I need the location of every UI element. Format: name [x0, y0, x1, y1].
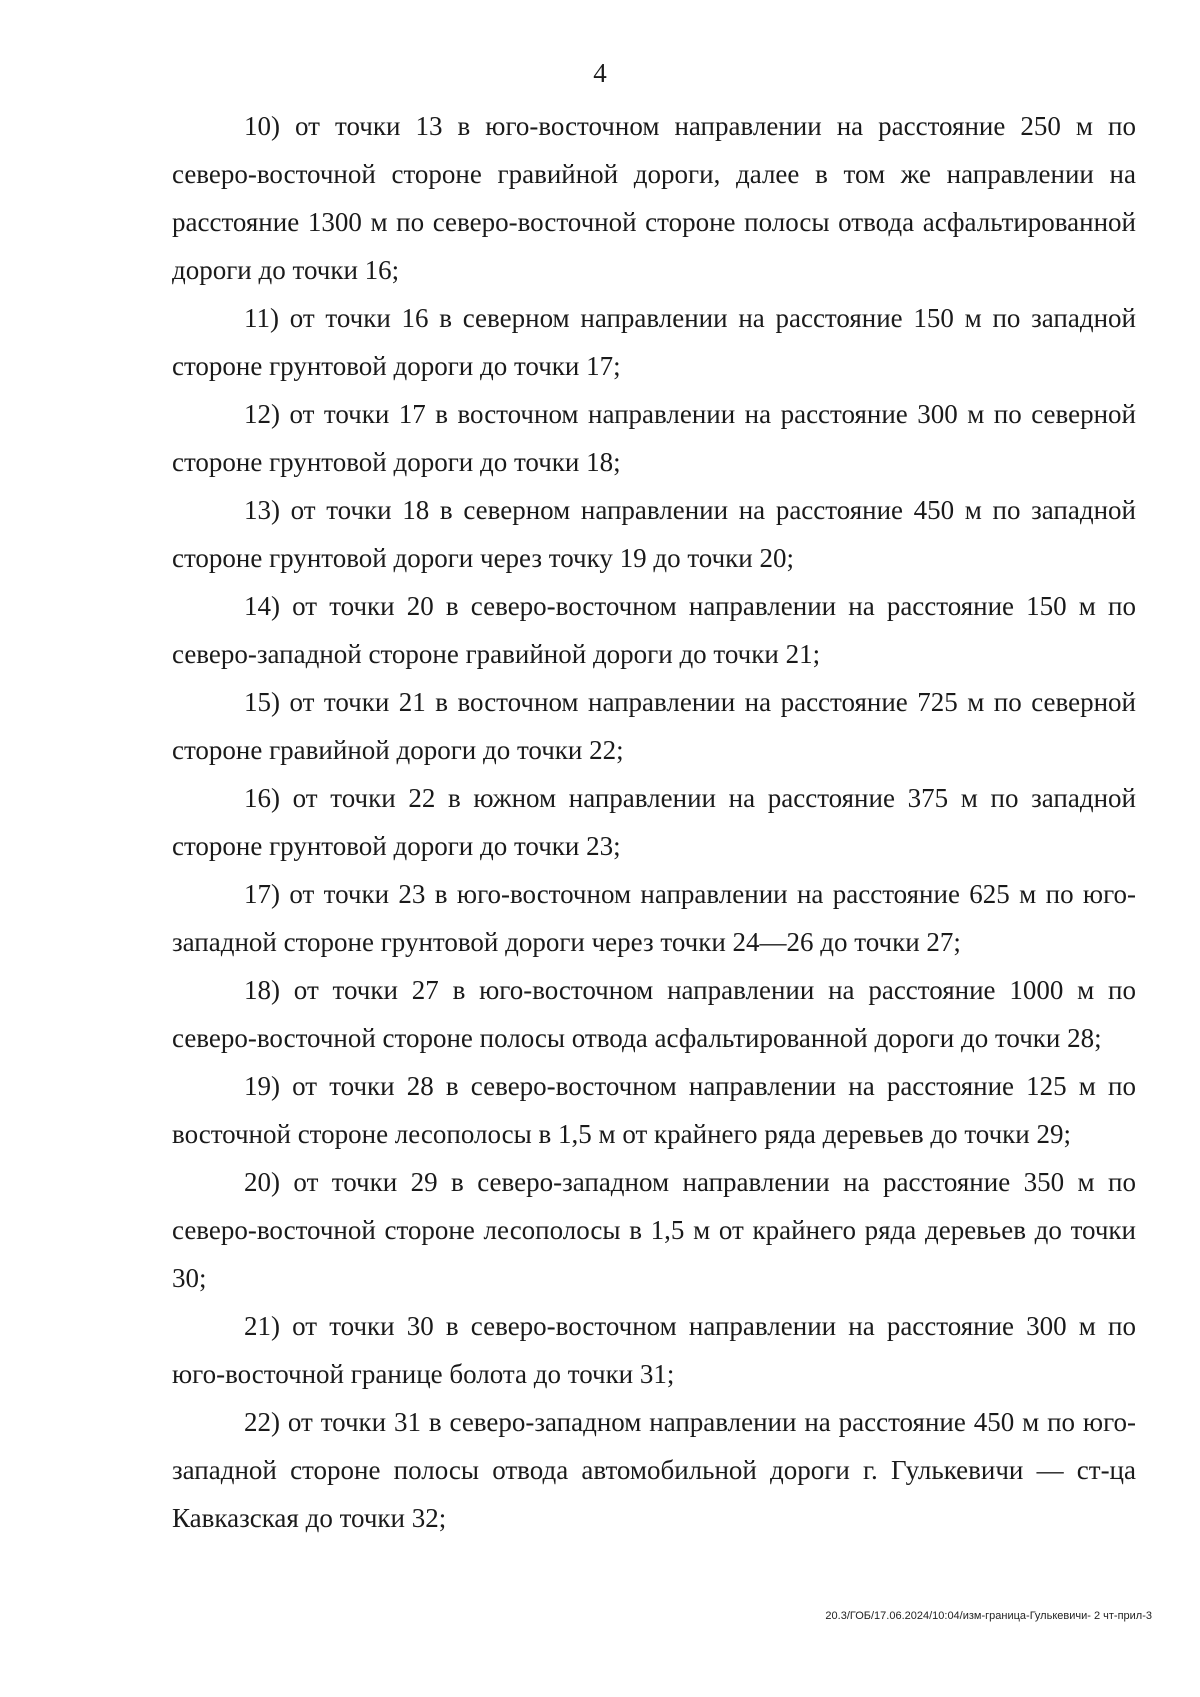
document-body	[172, 102, 1136, 1542]
paragraph-item-19: 19) от точки 28 в северо-восточном направлении на расстояние 125 м по восточной стороне лесополосы в 1,5 м от крайнего ряда деревьев до точки 29;	[172, 1071, 1136, 1149]
paragraph-item-14: 14) от точки 20 в северо-восточном направлении на расстояние 150 м по северо-западной стороне гравийной дороги до точки 21;	[172, 591, 1136, 669]
paragraph-item-21: 21) от точки 30 в северо-восточном направлении на расстояние 300 м по юго-восточной границе болота до точки 31;	[172, 1311, 1136, 1389]
paragraph-item-17: 17) от точки 23 в юго-восточном направлении на расстояние 625 м по юго-западной стороне грунтовой дороги через точки 24—26 до точки 27;	[172, 879, 1136, 957]
paragraph-item-12: 12) от точки 17 в восточном направлении на расстояние 300 м по северной стороне грунтовой дороги до точки 18;	[172, 399, 1136, 477]
paragraph-item-15: 15) от точки 21 в восточном направлении на расстояние 725 м по северной стороне гравийной дороги до точки 22;	[172, 687, 1136, 765]
paragraph-item-10: 10) от точки 13 в юго-восточном направлении на расстояние 250 м по северо-восточной стороне гравийной дороги, далее в том же направлении на расстояние 1300 м по северо-восточной стороне полосы отвода асфальтированной дороги до точки 16;	[172, 111, 1136, 285]
document-footer-code: 20.3/ГОБ/17.06.2024/10:04/изм-граница-Гулькевичи- 2 чт-прил-3	[825, 1610, 1152, 1622]
paragraph-item-11: 11) от точки 16 в северном направлении на расстояние 150 м по западной стороне грунтовой дороги до точки 17;	[172, 303, 1136, 381]
paragraph-item-22: 22) от точки 31 в северо-западном направлении на расстояние 450 м по юго-западной стороне полосы отвода автомобильной дороги г. Гулькевичи — ст-ца Кавказская до точки 32;	[172, 1407, 1136, 1533]
paragraph-item-18: 18) от точки 27 в юго-восточном направлении на расстояние 1000 м по северо-восточной стороне полосы отвода асфальтированной дороги до точки 28;	[172, 975, 1136, 1053]
paragraph-item-13: 13) от точки 18 в северном направлении на расстояние 450 м по западной стороне грунтовой дороги через точку 19 до точки 20;	[172, 495, 1136, 573]
paragraph-item-20: 20) от точки 29 в северо-западном направлении на расстояние 350 м по северо-восточной стороне лесополосы в 1,5 м от крайнего ряда деревьев до точки 30;	[172, 1167, 1136, 1293]
paragraph-item-16: 16) от точки 22 в южном направлении на расстояние 375 м по западной стороне грунтовой дороги до точки 23;	[172, 783, 1136, 861]
page-number: 4	[593, 58, 607, 88]
